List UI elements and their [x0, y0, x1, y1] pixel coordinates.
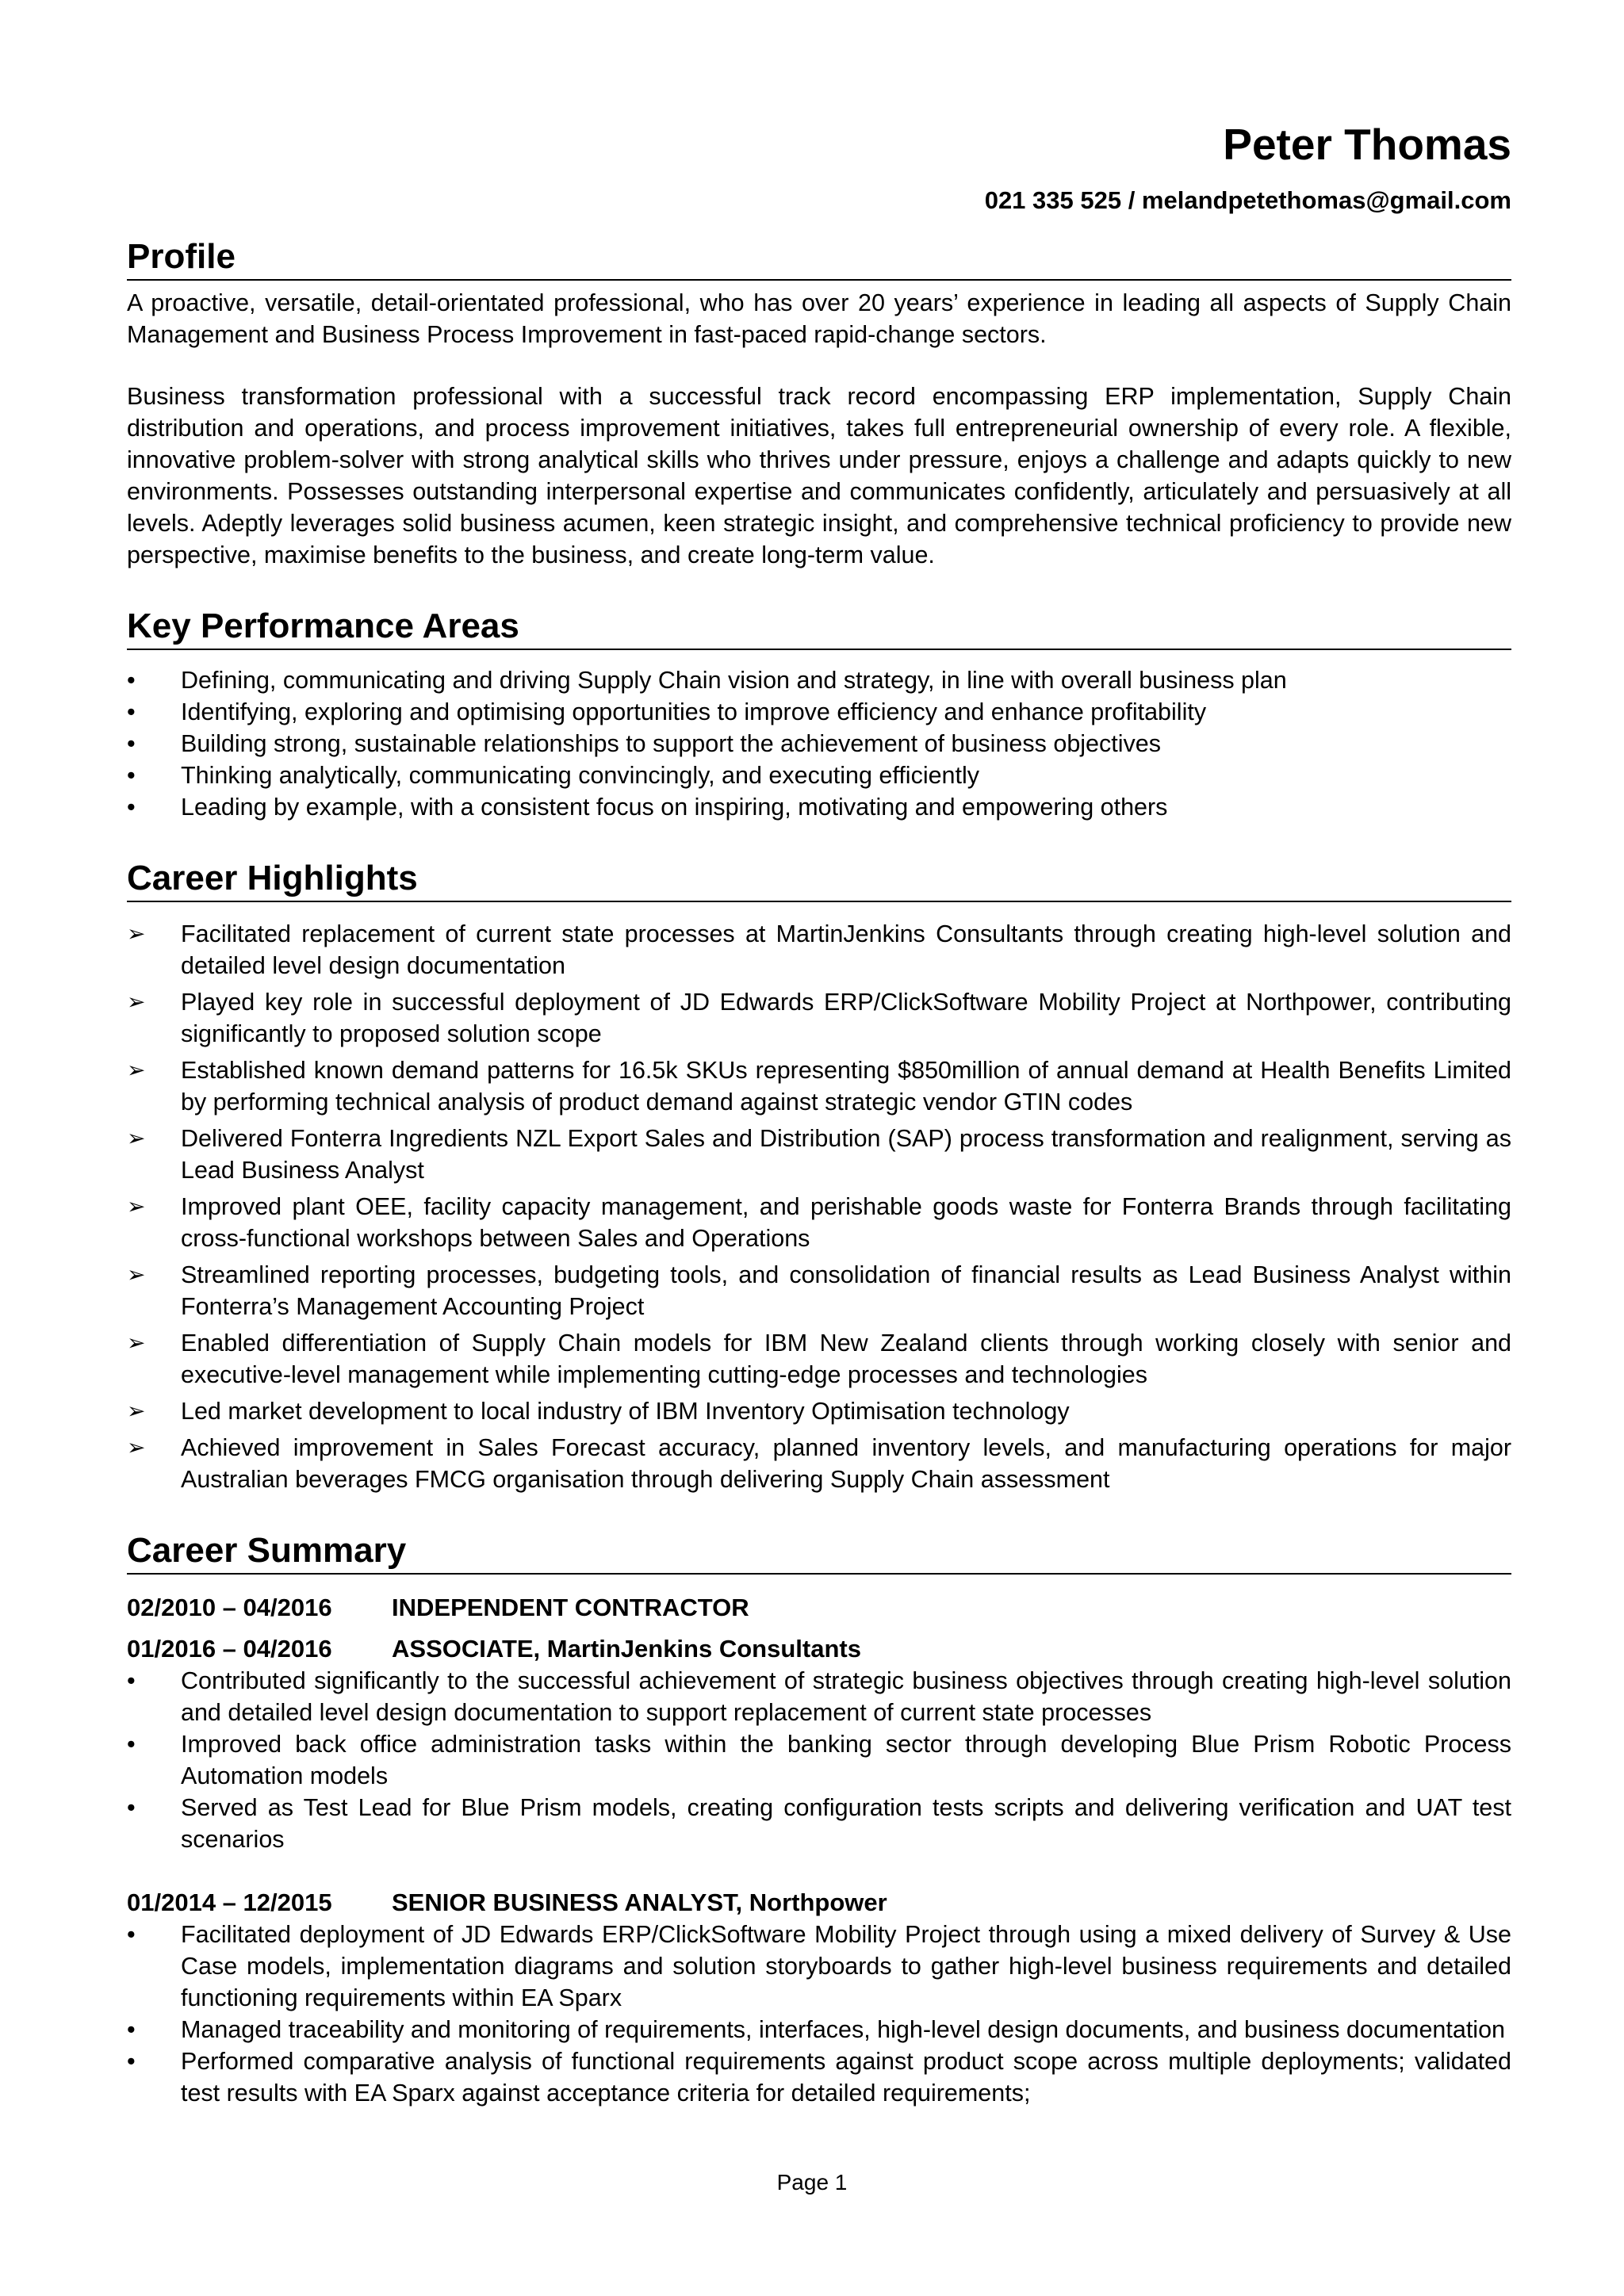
list-item-text: Leading by example, with a consistent focus on inspiring, motivating and empowering others — [181, 794, 1168, 821]
bullet-icon: • — [127, 2016, 136, 2043]
bullet-icon: • — [127, 1921, 136, 1948]
list-item — [127, 2045, 1511, 2109]
bullet-icon: • — [127, 762, 136, 789]
role-dates: 01/2014 – 12/2015 — [127, 1888, 332, 1916]
arrow-bullet-icon: ➢ — [127, 1058, 146, 1082]
list-item — [127, 696, 1511, 728]
profile-paragraph: Business transformation professional with a successful track record encompassing ERP implementation, Supply Chain distribution and operations, and process improvement initiatives, takes full entrepreneurial ownership of every role. A flexible, innovative problem-solver with strong analytical skills who thrives under pressure, enjoys a challenge and adapts quickly to new environments. Possesses outstanding interpersonal expertise and communicates confidently, articulately and persuasively at all levels. Adeptly leverages solid business acumen, keen strategic insight, and comprehensive technical proficiency to provide new perspective, maximise benefits to the business, and create long-term value. — [127, 383, 1511, 568]
summary-section — [127, 1530, 1511, 2109]
list-item — [127, 1665, 1511, 1728]
highlights-list — [127, 918, 1511, 1495]
arrow-bullet-icon: ➢ — [127, 1262, 146, 1287]
role-duties-list — [127, 1665, 1511, 1855]
contact-details: 021 335 525 / melandpetethomas@gmail.com — [984, 186, 1511, 214]
section-title-highlights: Career Highlights — [127, 858, 1511, 902]
kpa-section — [127, 606, 1511, 823]
list-item — [127, 918, 1511, 982]
role-title: ASSOCIATE, MartinJenkins Consultants — [392, 1635, 861, 1663]
list-item-text: Established known demand patterns for 16.5k SKUs representing $850million of annual demand at Health Benefits Limited by performing technical analysis of product demand against strategic vendor GTIN codes — [181, 1057, 1511, 1115]
list-item-text: Building strong, sustainable relationships to support the achievement of business objectives — [181, 730, 1161, 757]
role-heading — [127, 1592, 1511, 1624]
role-dates: 02/2010 – 04/2016 — [127, 1594, 332, 1621]
arrow-bullet-icon: ➢ — [127, 1399, 146, 1423]
list-item-text: Performed comparative analysis of functional requirements against product scope across multiple deployments; validated test results with EA Sparx against acceptance criteria for detailed requirements; — [181, 2048, 1511, 2107]
bullet-icon: • — [127, 1794, 136, 1821]
list-item-text: Managed traceability and monitoring of requirements, interfaces, high-level design documents, and business documentation — [181, 2016, 1505, 2043]
list-item — [127, 728, 1511, 760]
list-item-text: Improved back office administration tasks within the banking sector through developing Blue Prism Robotic Process Automation models — [181, 1731, 1511, 1789]
role-duties-list — [127, 1919, 1511, 2109]
list-item — [127, 1191, 1511, 1254]
role-title: INDEPENDENT CONTRACTOR — [392, 1594, 749, 1621]
arrow-bullet-icon: ➢ — [127, 921, 146, 946]
bullet-icon: • — [127, 730, 136, 757]
list-item-text: Facilitated replacement of current state processes at MartinJenkins Consultants through creating high-level solution and detailed level design documentation — [181, 920, 1511, 979]
kpa-list — [127, 664, 1511, 823]
list-item-text: Achieved improvement in Sales Forecast accuracy, planned inventory levels, and manufacturing operations for major Australian beverages FMCG organisation through delivering Supply Chain assessment — [181, 1434, 1511, 1493]
section-title-kpa: Key Performance Areas — [127, 606, 1511, 650]
list-item-text: Identifying, exploring and optimising opportunities to improve efficiency and enhance profitability — [181, 698, 1207, 725]
list-item-text: Enabled differentiation of Supply Chain models for IBM New Zealand clients through working closely with senior and executive-level management while implementing cutting-edge processes and technologies — [181, 1330, 1511, 1388]
resume-header — [127, 119, 1511, 216]
arrow-bullet-icon: ➢ — [127, 1194, 146, 1219]
list-item — [127, 664, 1511, 696]
list-item-text: Delivered Fonterra Ingredients NZL Export Sales and Distribution (SAP) process transformation and realignment, serving as Lead Business Analyst — [181, 1125, 1511, 1184]
list-item — [127, 986, 1511, 1050]
list-item-text: Served as Test Lead for Blue Prism models, creating configuration tests scripts and delivering verification and UAT test scenarios — [181, 1794, 1511, 1853]
list-item — [127, 791, 1511, 823]
resume-body — [127, 236, 1511, 2109]
list-item — [127, 1919, 1511, 2014]
list-item — [127, 760, 1511, 791]
candidate-name: Peter Thomas — [1223, 120, 1511, 169]
profile-paragraph: A proactive, versatile, detail-orientated professional, who has over 20 years’ experience in leading all aspects of Supply Chain Management and Business Process Improvement in fast-paced rapid-change sectors. — [127, 289, 1511, 348]
list-item-text: Streamlined reporting processes, budgeting tools, and consolidation of financial results as Lead Business Analyst within Fonterra’s Management Accounting Project — [181, 1261, 1511, 1320]
list-item — [127, 1327, 1511, 1391]
list-item — [127, 1728, 1511, 1792]
bullet-icon: • — [127, 2048, 136, 2075]
list-item — [127, 1395, 1511, 1427]
arrow-bullet-icon: ➢ — [127, 1126, 146, 1150]
role-heading — [127, 1887, 1511, 1919]
list-item-text: Improved plant OEE, facility capacity management, and perishable goods waste for Fonterra Brands through facilitating cross-functional workshops between Sales and Operations — [181, 1193, 1511, 1252]
list-item — [127, 1123, 1511, 1186]
arrow-bullet-icon: ➢ — [127, 989, 146, 1014]
list-item — [127, 1792, 1511, 1855]
section-title-profile: Profile — [127, 236, 1511, 281]
role-heading — [127, 1633, 1511, 1665]
highlights-section — [127, 858, 1511, 1495]
list-item-text: Thinking analytically, communicating convincingly, and executing efficiently — [181, 762, 980, 789]
list-item — [127, 1259, 1511, 1322]
page-number: Page 1 — [776, 2170, 848, 2195]
arrow-bullet-icon: ➢ — [127, 1330, 146, 1355]
list-item-text: Played key role in successful deployment of JD Edwards ERP/ClickSoftware Mobility Project at Northpower, contributing significantly to proposed solution scope — [181, 989, 1511, 1047]
section-title-summary: Career Summary — [127, 1530, 1511, 1575]
profile-section — [127, 236, 1511, 571]
list-item — [127, 1054, 1511, 1118]
list-item-text: Led market development to local industry of IBM Inventory Optimisation technology — [181, 1398, 1070, 1425]
bullet-icon: • — [127, 1731, 136, 1758]
bullet-icon: • — [127, 667, 136, 694]
bullet-icon: • — [127, 698, 136, 725]
list-item-text: Contributed significantly to the successful achievement of strategic business objectives through creating high-level solution and detailed level design documentation to support replacement of current state processes — [181, 1667, 1511, 1726]
list-item — [127, 1432, 1511, 1495]
list-item-text: Facilitated deployment of JD Edwards ERP/ClickSoftware Mobility Project through using a mixed delivery of Survey & Use Case models, implementation diagrams and solution storyboards to gather high-level business requirements and detailed functioning requirements within EA Sparx — [181, 1921, 1511, 2011]
bullet-icon: • — [127, 1667, 136, 1694]
list-item — [127, 2014, 1511, 2045]
role-dates: 01/2016 – 04/2016 — [127, 1635, 332, 1663]
arrow-bullet-icon: ➢ — [127, 1435, 146, 1460]
role-title: SENIOR BUSINESS ANALYST, Northpower — [392, 1888, 887, 1916]
bullet-icon: • — [127, 794, 136, 821]
list-item-text: Defining, communicating and driving Supply Chain vision and strategy, in line with overall business plan — [181, 667, 1287, 694]
